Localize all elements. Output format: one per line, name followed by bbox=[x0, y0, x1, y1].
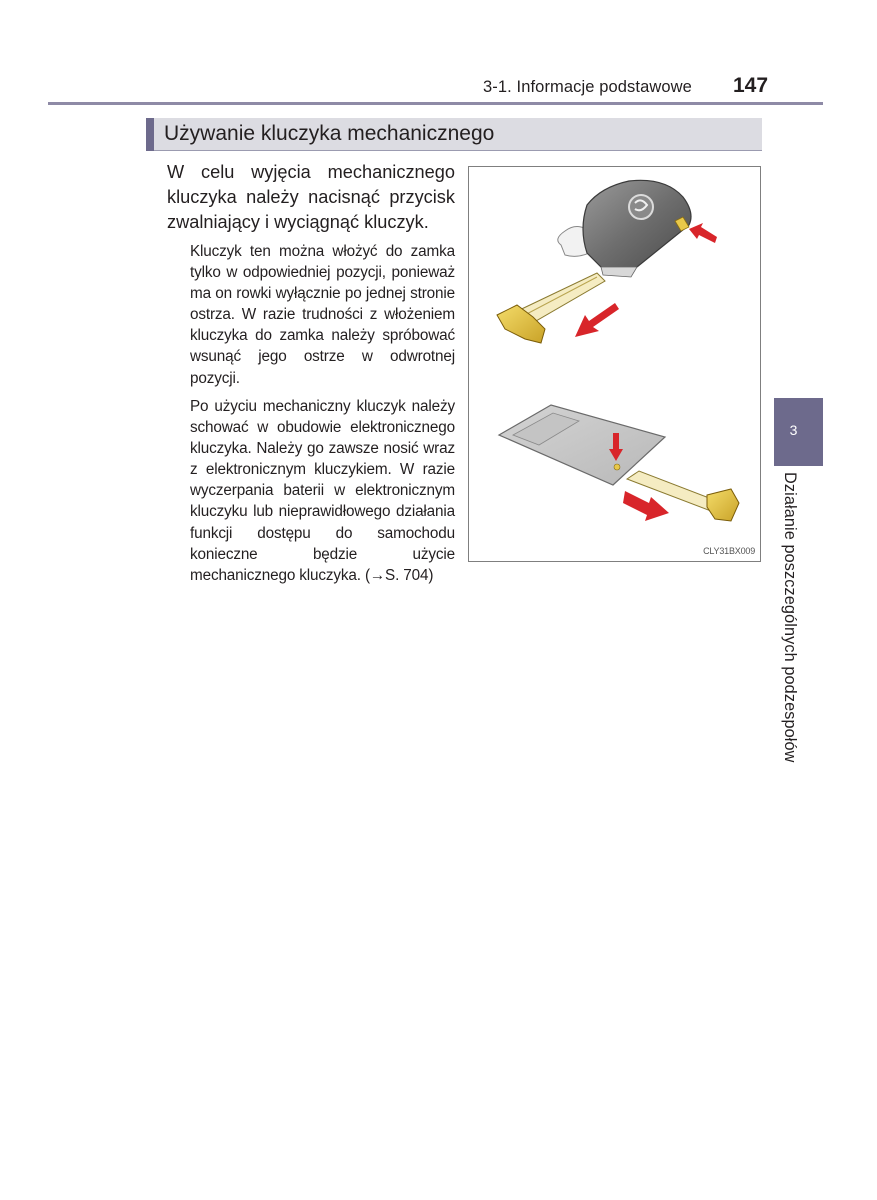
heading-accent-bar bbox=[146, 118, 154, 151]
mechanical-key-bottom bbox=[627, 471, 739, 521]
key-illustration bbox=[468, 166, 761, 562]
page-number: 147 bbox=[733, 74, 769, 97]
smart-key-fob bbox=[558, 180, 691, 277]
section-heading bbox=[146, 118, 762, 151]
header-divider bbox=[48, 102, 823, 105]
chapter-number: 3 bbox=[789, 422, 798, 438]
release-arrow bbox=[689, 223, 717, 243]
heading-text: Używanie kluczyka mechanicznego bbox=[164, 122, 495, 145]
chapter-label: Działanie poszczególnych podzespołów bbox=[781, 472, 799, 763]
note-paragraph-1: Kluczyk ten można włożyć do zamka tylko w odpowiedniej pozycji, ponieważ ma on rowki wyłącznie po jednej stronie ostrza. W razie trudności z włożeniem kluczyka do zamka należy spróbować wsunąć jego ostrze w odwrotnej pozycji. bbox=[190, 243, 455, 387]
intro-paragraph: W celu wyjęcia mechanicznego kluczyka należy nacisnąć przycisk zwalniający i wyciągnąć kluczyk. bbox=[167, 162, 455, 232]
pull-arrow-top bbox=[575, 303, 619, 337]
key-illustration-drawing bbox=[469, 167, 762, 563]
pull-arrow-bottom bbox=[623, 491, 669, 521]
chapter-tab bbox=[774, 398, 823, 466]
note-paragraph-2: Po użyciu mechaniczny kluczyk należy schować w obudowie elektronicznego kluczyka. Należy go zawsze nosić wraz z elektronicznym kluczykiem. W razie wyczerpania baterii w elektronicznym kluczyku lub nieprawidłowego działania funkcji dostępu do samochodu konieczne będzie użycie mechanicznego kluczyka. (→S. 704) bbox=[190, 398, 455, 584]
section-title: 3-1. Informacje podstawowe bbox=[483, 78, 692, 96]
figure-code: CLY31BX009 bbox=[703, 546, 755, 556]
